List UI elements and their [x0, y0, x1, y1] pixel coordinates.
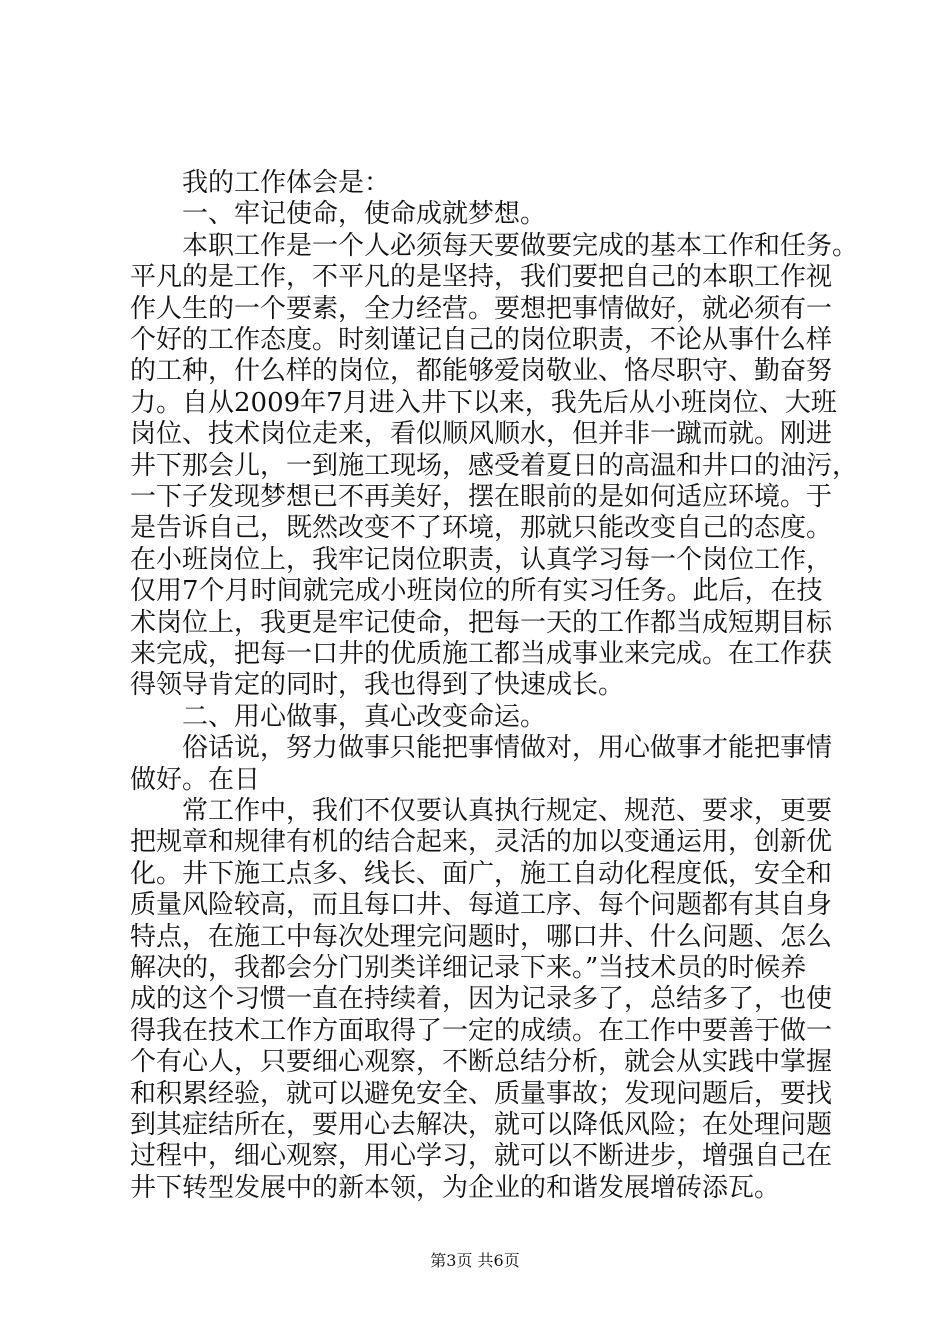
paragraph-line: 质量风险较高，而且每口井、每道工序、每个问题都有其自身: [130, 890, 833, 920]
paragraph-line: 来完成，把每一口井的优质施工都当成事业来完成。在工作获: [130, 639, 833, 669]
paragraph-line: 平凡的是工作，不平凡的是坚持，我们要把自己的本职工作视: [130, 262, 833, 292]
paragraph-line: 岗位、技术岗位走来，看似顺风顺水，但并非一蹴而就。刚进: [130, 419, 833, 449]
paragraph-line: 井下那会儿，一到施工现场，感受着夏日的高温和井口的油污，: [130, 451, 859, 481]
section-heading: 二、用心做事，真心改变命运。: [182, 702, 547, 732]
paragraph-line: 力。自从2009年7月进入井下以来，我先后从小班岗位、大班: [130, 388, 837, 418]
paragraph-line: 常工作中，我们不仅要认真执行规定、规范、要求，更要: [182, 796, 833, 826]
paragraph-line: 过程中，细心观察，用心学习，就可以不断进步，增强自己在: [130, 1141, 833, 1171]
paragraph-line: 术岗位上，我更是牢记使命，把每一天的工作都当成短期目标: [130, 608, 833, 638]
paragraph-line: 仅用7个月时间就完成小班岗位的所有实习任务。此后，在技: [130, 576, 823, 606]
paragraph-line: 我的工作体会是：: [182, 168, 391, 198]
paragraph-line: 做好。在日: [130, 765, 261, 795]
paragraph-line: 本职工作是一个人必须每天要做要完成的基本工作和任务。: [182, 231, 859, 261]
paragraph-line: 和积累经验，就可以避免安全、质量事故；发现问题后，要找: [130, 1079, 833, 1109]
paragraph-line: 化。井下施工点多、线长、面广，施工自动化程度低，安全和: [130, 859, 833, 889]
paragraph-line: 井下转型发展中的新本领，为企业的和谐发展增砖添瓦。: [130, 1173, 781, 1203]
paragraph-line: 把规章和规律有机的结合起来，灵活的加以变通运用，创新优: [130, 827, 833, 857]
paragraph-line: 解决的，我都会分门别类详细记录下来。”当技术员的时候养: [130, 953, 807, 983]
paragraph-line: 个有心人，只要细心观察，不断总结分析，就会从实践中掌握: [130, 1047, 833, 1077]
paragraph-line: 一下子发现梦想已不再美好，摆在眼前的是如何适应环境。于: [130, 482, 833, 512]
paragraph-line: 作人生的一个要素，全力经营。要想把事情做好，就必须有一: [130, 294, 833, 324]
paragraph-line: 成的这个习惯一直在持续着，因为记录多了，总结多了，也使: [130, 984, 833, 1014]
paragraph-line: 个好的工作态度。时刻谨记自己的岗位职责，不论从事什么样: [130, 325, 833, 355]
paragraph-line: 的工种，什么样的岗位，都能够爱岗敬业、恪尽职守、勤奋努: [130, 356, 833, 386]
paragraph-line: 到其症结所在，要用心去解决，就可以降低风险；在处理问题: [130, 1110, 833, 1140]
page-footer: 第3页 共6页: [430, 1251, 520, 1270]
paragraph-line: 在小班岗位上，我牢记岗位职责，认真学习每一个岗位工作，: [130, 545, 833, 575]
paragraph-line: 特点，在施工中每次处理完问题时，哪口井、什么问题、怎么: [130, 922, 833, 952]
paragraph-line: 得领导肯定的同时，我也得到了快速成长。: [130, 670, 625, 700]
section-heading: 一、牢记使命，使命成就梦想。: [182, 199, 547, 229]
paragraph-line: 得我在技术工作方面取得了一定的成绩。在工作中要善于做一: [130, 1016, 833, 1046]
paragraph-line: 俗话说，努力做事只能把事情做对，用心做事才能把事情: [182, 733, 833, 763]
paragraph-line: 是告诉自己，既然改变不了环境，那就只能改变自己的态度。: [130, 513, 833, 543]
